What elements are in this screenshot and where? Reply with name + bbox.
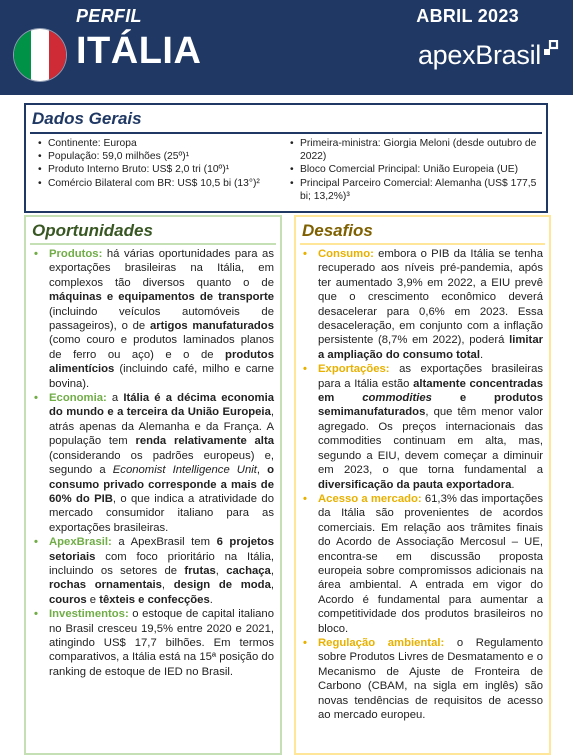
text: embora o PIB da Itália se tenha recuperado aos níveis pré-pandemia, após ter aumentado 3,9% em 2022, a EIU prevê que o crescimento econômico deverá desacelerar para 0,6% em 2023. Essa desaceleração, em conjunto com a inflação persistente (8,7% em 2022), poderá bbox=[318, 248, 543, 347]
text: . bbox=[511, 478, 515, 491]
list-item-regulacao bbox=[301, 636, 543, 722]
brand-name: apexBrasil bbox=[417, 40, 541, 70]
list-item-produtos bbox=[32, 247, 274, 391]
text: o Regulamento sobre Produtos Livres de Desmatamento e o Mecanismo de Ajuste de Fronteira de Carbono (CBAM, na sigla em inglês) são novas tendências de requisitos de acesso ao mercado europeu. bbox=[318, 636, 544, 721]
item-label: Acesso a mercado: bbox=[318, 492, 422, 505]
text: (incluindo veículos automóveis de passageiros), o de bbox=[49, 305, 274, 333]
list-item-investimentos bbox=[32, 607, 274, 679]
list-item: • Bloco Comercial Principal: União Europeia (UE) bbox=[288, 163, 540, 176]
text-bold: artigos manufaturados bbox=[149, 320, 274, 333]
text: , bbox=[270, 579, 275, 592]
text-bold: design de moda bbox=[173, 579, 271, 592]
text-bold: o consumo privado corresponde a mais de 60% do PIB bbox=[49, 464, 275, 505]
profile-label: PERFIL bbox=[76, 6, 142, 26]
list-item-economia bbox=[32, 391, 274, 535]
text: , o que indica a atratividade do mercado consumidor italiano para as exportações brasileiras. bbox=[49, 492, 274, 534]
list-item: • Produto Interno Bruto: US$ 2,0 tri (10º)¹ bbox=[36, 163, 298, 176]
text: (incluindo café, milho e carne bovina). bbox=[49, 363, 274, 390]
item-label: Regulação ambiental: bbox=[318, 636, 445, 649]
text: , que têm menor valor agregado. Os preços internacionais das commodities continuam em alta, mas, segundo a EIU, devem começar a diminuir em 2023, o que torna fundamental a bbox=[318, 406, 543, 477]
text: 61,3% das importações da Itália são provenientes de acordos comerciais. Em relação aos trâmites finais do Acordo de Associação Mercosul – UE, encontra-se em discussão proposta europeia sobre compromissos adicionais na área ambiental. A entrada em vigor do Acordo é fundamental para aumentar a competitividade dos produtos brasileiros no bloco. bbox=[318, 492, 543, 635]
divider bbox=[30, 243, 276, 245]
country-title: ITÁLIA bbox=[76, 30, 202, 72]
text: (como couro e produtos laminados planos de ferro ou aço) e o de bbox=[49, 334, 274, 361]
text: , bbox=[215, 564, 227, 577]
list-item: • Continente: Europa bbox=[36, 137, 298, 150]
list-item-apexbrasil bbox=[32, 535, 274, 607]
text: o estoque de capital italiano no Brasil cresceu 19,5% entre 2020 e 2021, atingindo US$ 17,7 bilhões. Em termos comparativos, a Itália está na 15ª posição do ranking de estoque de IED no Brasil. bbox=[49, 608, 274, 678]
report-date: ABRIL 2023 bbox=[416, 6, 519, 26]
text: , atrás apenas da Alemanha e da França. A população tem bbox=[49, 406, 274, 448]
text: e bbox=[86, 593, 100, 606]
text-bold: limitar a ampliação do consumo total bbox=[318, 334, 543, 361]
item-label: Investimentos: bbox=[49, 608, 129, 621]
apexbrasil-logo bbox=[418, 40, 559, 71]
brand-mark-icon bbox=[543, 40, 559, 58]
text-bold: 6 projetos setoriais bbox=[49, 536, 274, 563]
item-label: Economia: bbox=[49, 392, 107, 405]
text-bold: máquinas e equipamentos de transporte bbox=[49, 291, 274, 304]
general-data-box bbox=[24, 103, 548, 213]
challenges-list bbox=[301, 247, 543, 722]
item-label: Exportações: bbox=[318, 363, 390, 376]
text-bold: renda relativamente alta bbox=[135, 435, 274, 448]
text-bold: altamente concentradas em bbox=[318, 377, 543, 405]
text: as exportações brasileiras para a Itália estão bbox=[318, 363, 543, 390]
text-bold: têxteis e confecções bbox=[99, 593, 210, 606]
divider bbox=[30, 132, 542, 134]
opportunities-panel bbox=[24, 215, 282, 755]
challenges-title: Desafios bbox=[302, 221, 373, 240]
text: (considerando os padrões europeus) e, segundo a bbox=[49, 449, 274, 477]
text-bold: frutas bbox=[184, 564, 216, 577]
list-item-exportacoes bbox=[301, 362, 543, 492]
text-bold: couros bbox=[49, 593, 87, 606]
item-label: ApexBrasil: bbox=[49, 536, 112, 549]
list-item: • Principal Parceiro Comercial: Alemanha (US$ 177,5 bi; 13,2%)³ bbox=[288, 177, 540, 203]
text: . bbox=[479, 348, 484, 361]
text-bold: e produtos semimanufaturados bbox=[318, 392, 543, 419]
general-data-list-left bbox=[36, 137, 298, 190]
list-item: • População: 59,0 milhões (25º)¹ bbox=[36, 150, 298, 163]
text: há várias oportunidades para as exportações brasileiras na Itália, em complexos tão diversos quanto o de bbox=[49, 248, 274, 289]
list-item: • Primeira-ministra: Giorgia Meloni (desde outubro de 2022) bbox=[288, 137, 540, 163]
text: a ApexBrasil tem bbox=[111, 536, 217, 549]
text-bold-italic: commodities bbox=[362, 392, 432, 405]
text: , bbox=[161, 579, 174, 592]
text-bold: diversificação da pauta exportadora bbox=[318, 478, 512, 491]
text: , bbox=[270, 564, 274, 577]
opportunities-title: Oportunidades bbox=[32, 221, 153, 240]
opportunities-list bbox=[32, 247, 274, 679]
general-data-title: Dados Gerais bbox=[32, 109, 142, 128]
list-item-acesso bbox=[301, 492, 543, 636]
text: a bbox=[106, 392, 124, 405]
list-item-consumo bbox=[301, 247, 543, 362]
challenges-panel bbox=[294, 215, 551, 755]
general-data-list-right bbox=[288, 137, 540, 203]
text-bold: rochas ornamentais bbox=[49, 579, 162, 592]
text-bold: Itália é a décima economia do mundo e a terceira da União Europeia bbox=[49, 392, 275, 419]
text-bold: produtos alimentícios bbox=[49, 348, 274, 376]
divider bbox=[300, 243, 545, 245]
item-label: Produtos: bbox=[49, 248, 103, 260]
header-banner bbox=[0, 0, 573, 95]
italy-flag-icon bbox=[14, 29, 66, 81]
text: com foco prioritário na Itália, incluindo os setores de bbox=[49, 550, 274, 577]
item-label: Consumo: bbox=[318, 248, 374, 260]
text-italic: Economist Intelligence Unit bbox=[112, 464, 257, 477]
text-bold: cachaça bbox=[226, 564, 271, 577]
text: . bbox=[209, 593, 213, 606]
list-item: • Comércio Bilateral com BR: US$ 10,5 bi (13°)² bbox=[36, 177, 298, 190]
text: , bbox=[256, 464, 268, 477]
